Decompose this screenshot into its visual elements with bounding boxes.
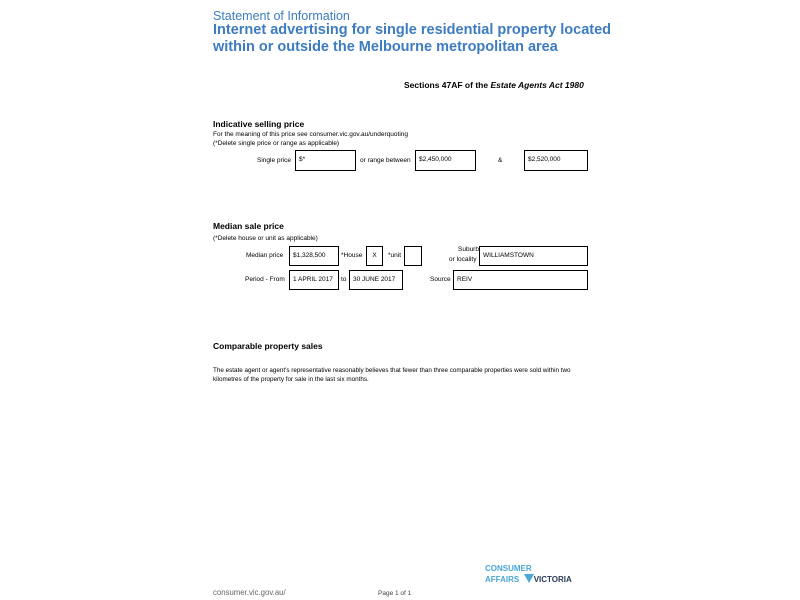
median-price-field[interactable]: $1,328,500 <box>289 246 339 266</box>
range-low-field[interactable]: $2,450,000 <box>415 150 476 171</box>
single-price-field[interactable]: $* <box>295 150 356 171</box>
period-from-field[interactable]: 1 APRIL 2017 <box>289 270 339 290</box>
suburb-field[interactable]: WILLIAMSTOWN <box>479 246 588 266</box>
source-label: Source <box>430 276 451 283</box>
act-reference <box>404 80 584 90</box>
act-name: Estate Agents Act 1980 <box>490 80 584 90</box>
period-from-label: Period - From <box>245 276 285 283</box>
act-reference-prefix: Sections 47AF of the <box>404 80 489 90</box>
indicative-price-heading: Indicative selling price <box>213 119 305 129</box>
suburb-label: Suburb <box>458 246 479 253</box>
logo-line-2: AFFAIRS <box>485 575 520 584</box>
unit-label: *unit <box>388 252 402 259</box>
ampersand-label: & <box>498 157 503 164</box>
comparable-sales-heading: Comparable property sales <box>213 341 323 351</box>
page-number: Page 1 of 1 <box>378 590 412 597</box>
house-label: *House <box>341 252 363 259</box>
unit-checkbox[interactable] <box>404 246 422 266</box>
range-high-field[interactable]: $2,520,000 <box>524 150 588 171</box>
median-note: (*Delete house or unit as applicable) <box>213 235 318 242</box>
logo-line-1: CONSUMER <box>485 564 532 573</box>
locality-label: or locality <box>449 256 477 263</box>
consumer-affairs-logo <box>485 565 572 585</box>
range-label: or range between <box>360 157 411 164</box>
victoria-v-icon <box>524 574 534 583</box>
comparable-sales-text: The estate agent or agent's representative reasonably believes that fewer than three comparable properties were sold within two kilometres of the property for sale in the last six months. <box>213 367 571 383</box>
logo-line-3: VICTORIA <box>533 575 572 584</box>
footer-url[interactable]: consumer.vic.gov.au/ <box>213 588 286 597</box>
document-title: Internet advertising for single residential property located within or outside the Melbourne metropolitan area <box>213 22 612 55</box>
period-to-label: to <box>341 276 347 283</box>
single-price-label: Single price <box>257 157 291 164</box>
indicative-note-1: For the meaning of this price see consumer.vic.gov.au/underquoting <box>213 131 408 138</box>
period-to-field[interactable]: 30 JUNE 2017 <box>349 270 403 290</box>
source-field[interactable]: REIV <box>453 270 588 290</box>
document-subtitle: Statement of Information <box>213 9 350 23</box>
house-checkbox[interactable]: X <box>366 246 383 266</box>
median-price-heading: Median sale price <box>213 221 284 231</box>
median-price-label: Median price <box>246 252 284 259</box>
indicative-note-2: (*Delete single price or range as applicable) <box>213 140 340 147</box>
